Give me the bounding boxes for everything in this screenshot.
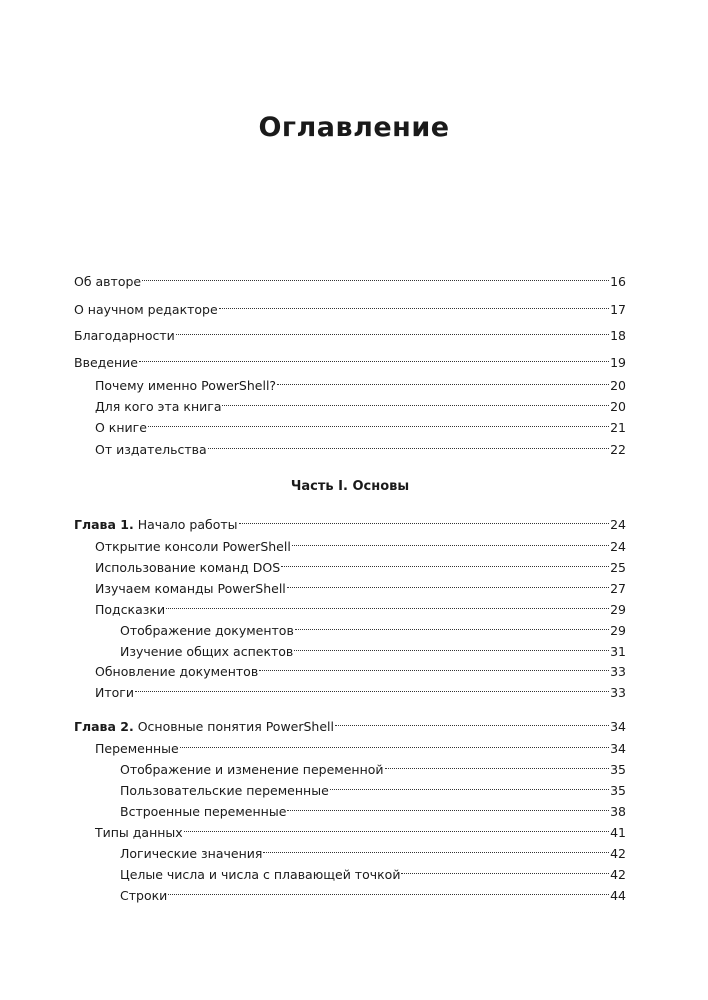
toc-entry-label: Отображение и изменение переменной	[120, 762, 384, 777]
toc-entry-page: 33	[610, 685, 626, 700]
toc-entry-label: Обновление документов	[95, 664, 259, 679]
toc-entry-label: Целые числа и числа с плавающей точкой	[120, 867, 401, 882]
toc-entry-why-powershell[interactable]	[74, 370, 626, 393]
dot-leader	[263, 838, 609, 858]
toc-entry[interactable]	[74, 817, 626, 840]
toc-entry[interactable]	[74, 594, 626, 617]
toc-entry-label: Отображение документов	[120, 623, 294, 638]
dot-leader	[184, 817, 609, 837]
toc-entry-page: 22	[610, 442, 626, 457]
toc-entry-label: Типы данных	[95, 825, 183, 840]
toc-entry-scientific-editor[interactable]	[74, 294, 626, 317]
dot-leader	[330, 775, 609, 795]
toc-entry-about-book[interactable]	[74, 412, 626, 435]
dot-leader	[148, 412, 609, 432]
toc-entry-label: Итоги	[95, 685, 134, 700]
toc-chapter-1[interactable]	[74, 509, 626, 532]
toc-entry-introduction[interactable]	[74, 347, 626, 370]
dot-leader	[166, 594, 609, 614]
toc-entry-page: 38	[610, 804, 626, 819]
dot-leader	[168, 880, 609, 900]
toc-entry-page: 18	[610, 328, 626, 343]
toc-entry-about-author[interactable]	[74, 266, 626, 289]
toc-entry-label: Для кого эта книга	[95, 399, 222, 414]
dot-leader	[277, 370, 609, 390]
dot-leader	[176, 320, 609, 340]
toc-entry-page: 21	[610, 420, 626, 435]
toc-entry-label: Логические значения	[120, 846, 263, 861]
toc-entry-label: Строки	[120, 888, 168, 903]
toc-entry-page: 29	[610, 623, 626, 638]
toc-entry-label: Благодарности	[74, 328, 175, 343]
toc-entry[interactable]	[74, 573, 626, 596]
dot-leader	[219, 294, 609, 314]
toc-entry-label: О книге	[95, 420, 147, 435]
toc-entry-page: 34	[610, 741, 626, 756]
dot-leader	[180, 733, 609, 753]
toc-entry-page: 42	[610, 867, 626, 882]
toc-entry-label: Открытие консоли PowerShell	[95, 539, 291, 554]
dot-leader	[385, 754, 609, 774]
toc-entry-publisher[interactable]	[74, 434, 626, 457]
chapter-prefix: Глава 2.	[74, 719, 134, 734]
toc-entry-page: 44	[610, 888, 626, 903]
dot-leader	[294, 636, 609, 656]
toc-entry[interactable]	[74, 775, 626, 798]
toc-entry[interactable]	[74, 880, 626, 903]
dot-leader	[142, 266, 609, 286]
toc-entry-page: 25	[610, 560, 626, 575]
chapter-title: Основные понятия PowerShell	[137, 719, 334, 734]
toc-entry-audience[interactable]	[74, 391, 626, 414]
toc-entry-page: 41	[610, 825, 626, 840]
dot-leader	[335, 711, 609, 731]
toc-entry-label: Использование команд DOS	[95, 560, 281, 575]
dot-leader	[208, 434, 609, 454]
toc-entry-page: 35	[610, 762, 626, 777]
toc-entry-label: Введение	[74, 355, 138, 370]
toc-entry-label: Почему именно PowerShell?	[95, 378, 277, 393]
part-heading: Часть I. Основы	[290, 479, 410, 494]
toc-entry-page: 17	[610, 302, 626, 317]
toc-entry[interactable]	[74, 552, 626, 575]
toc-entry-label: Встроенные переменные	[120, 804, 287, 819]
toc-entry[interactable]	[74, 838, 626, 861]
toc-entry-page: 19	[610, 355, 626, 370]
toc-entry[interactable]	[74, 636, 626, 659]
toc-entry[interactable]	[74, 615, 626, 638]
toc-entry-acknowledgements[interactable]	[74, 320, 626, 343]
dot-leader	[222, 391, 609, 411]
toc-entry-page: 31	[610, 644, 626, 659]
dot-leader	[139, 347, 609, 367]
toc-entry-page: 24	[610, 517, 626, 532]
toc-entry[interactable]	[74, 796, 626, 819]
chapter-prefix: Глава 1.	[74, 517, 134, 532]
chapter-title: Начало работы	[137, 517, 238, 532]
dot-leader	[287, 573, 609, 593]
dot-leader	[239, 509, 609, 529]
toc-entry[interactable]	[74, 656, 626, 679]
dot-leader	[259, 656, 609, 676]
toc-entry-page: 42	[610, 846, 626, 861]
toc-entry-label: Подсказки	[95, 602, 166, 617]
toc-entry-label: Переменные	[95, 741, 179, 756]
toc-entry-page: 27	[610, 581, 626, 596]
dot-leader	[401, 859, 609, 879]
toc-entry[interactable]	[74, 754, 626, 777]
toc-entry-page: 33	[610, 664, 626, 679]
toc-entry-page: 16	[610, 274, 626, 289]
toc-entry-page: 20	[610, 378, 626, 393]
toc-entry-label: Пользовательские переменные	[120, 783, 329, 798]
toc-entry-page: 34	[610, 719, 626, 734]
toc-entry[interactable]	[74, 859, 626, 882]
toc-chapter-2[interactable]	[74, 711, 626, 734]
toc-entry-page: 35	[610, 783, 626, 798]
page-title: Оглавление	[258, 112, 450, 143]
toc-entry[interactable]	[74, 677, 626, 700]
toc-entry-page: 29	[610, 602, 626, 617]
dot-leader	[295, 615, 609, 635]
toc-entry-page: 20	[610, 399, 626, 414]
toc-entry[interactable]	[74, 531, 626, 554]
toc-entry-page: 24	[610, 539, 626, 554]
toc-entry-label: Изучаем команды PowerShell	[95, 581, 286, 596]
toc-entry-label: От издательства	[95, 442, 207, 457]
toc-entry-label: О научном редакторе	[74, 302, 218, 317]
toc-entry[interactable]	[74, 733, 626, 756]
dot-leader	[292, 531, 609, 551]
dot-leader	[287, 796, 609, 816]
toc-entry-label: Об авторе	[74, 274, 142, 289]
toc-entry-label: Изучение общих аспектов	[120, 644, 294, 659]
dot-leader	[135, 677, 609, 697]
dot-leader	[281, 552, 609, 572]
